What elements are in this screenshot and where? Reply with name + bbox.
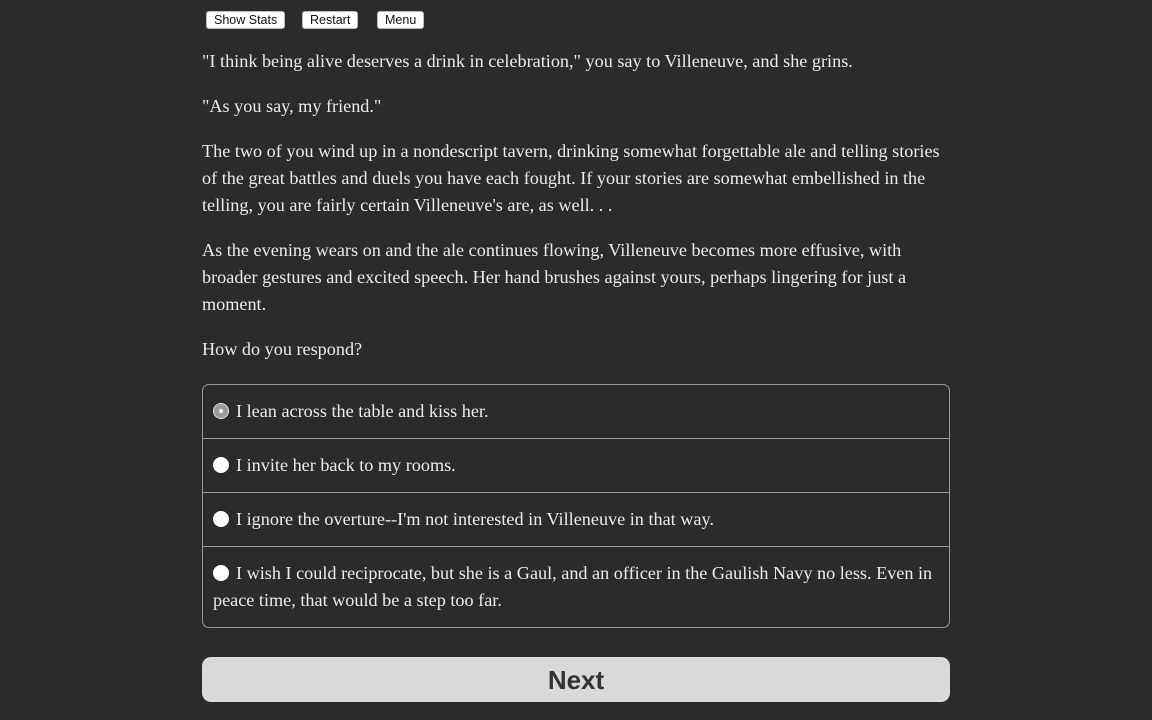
radio-icon[interactable] — [213, 457, 229, 473]
radio-icon[interactable] — [213, 511, 229, 527]
choice-label: I invite her back to my rooms. — [236, 455, 456, 475]
story-text — [202, 48, 950, 381]
choice-label: I ignore the overture--I'm not interested in Villeneuve in that way. — [236, 509, 714, 529]
restart-button[interactable]: Restart — [302, 11, 358, 29]
choice-list — [202, 384, 950, 628]
menu-button[interactable]: Menu — [377, 11, 424, 29]
radio-icon[interactable] — [213, 565, 229, 581]
radio-selected-icon[interactable] — [213, 403, 229, 419]
choice-label: I wish I could reciprocate, but she is a Gaul, and an officer in the Gaulish Navy no less. Even in peace time, that would be a step too far. — [213, 563, 933, 610]
story-paragraph: "As you say, my friend." — [202, 96, 382, 116]
story-question: How do you respond? — [202, 339, 363, 359]
choice-option-4[interactable] — [203, 546, 949, 627]
choice-option-1[interactable] — [203, 385, 949, 438]
story-paragraph: The two of you wind up in a nondescript tavern, drinking somewhat forgettable ale and telling stories of the great battles and duels you have each fought. If your stories are somewhat embellished in the telling, you are fairly certain Villeneuve's are, as well. . . — [202, 141, 940, 215]
show-stats-button[interactable]: Show Stats — [206, 11, 285, 29]
choice-label: I lean across the table and kiss her. — [236, 401, 489, 421]
choice-option-2[interactable] — [203, 438, 949, 492]
choice-option-3[interactable] — [203, 492, 949, 546]
story-paragraph: "I think being alive deserves a drink in celebration," you say to Villeneuve, and she grins. — [202, 51, 853, 71]
story-paragraph: As the evening wears on and the ale continues flowing, Villeneuve becomes more effusive, with broader gestures and excited speech. Her hand brushes against yours, perhaps lingering for just a moment. — [202, 240, 907, 314]
next-button[interactable]: Next — [202, 657, 950, 702]
